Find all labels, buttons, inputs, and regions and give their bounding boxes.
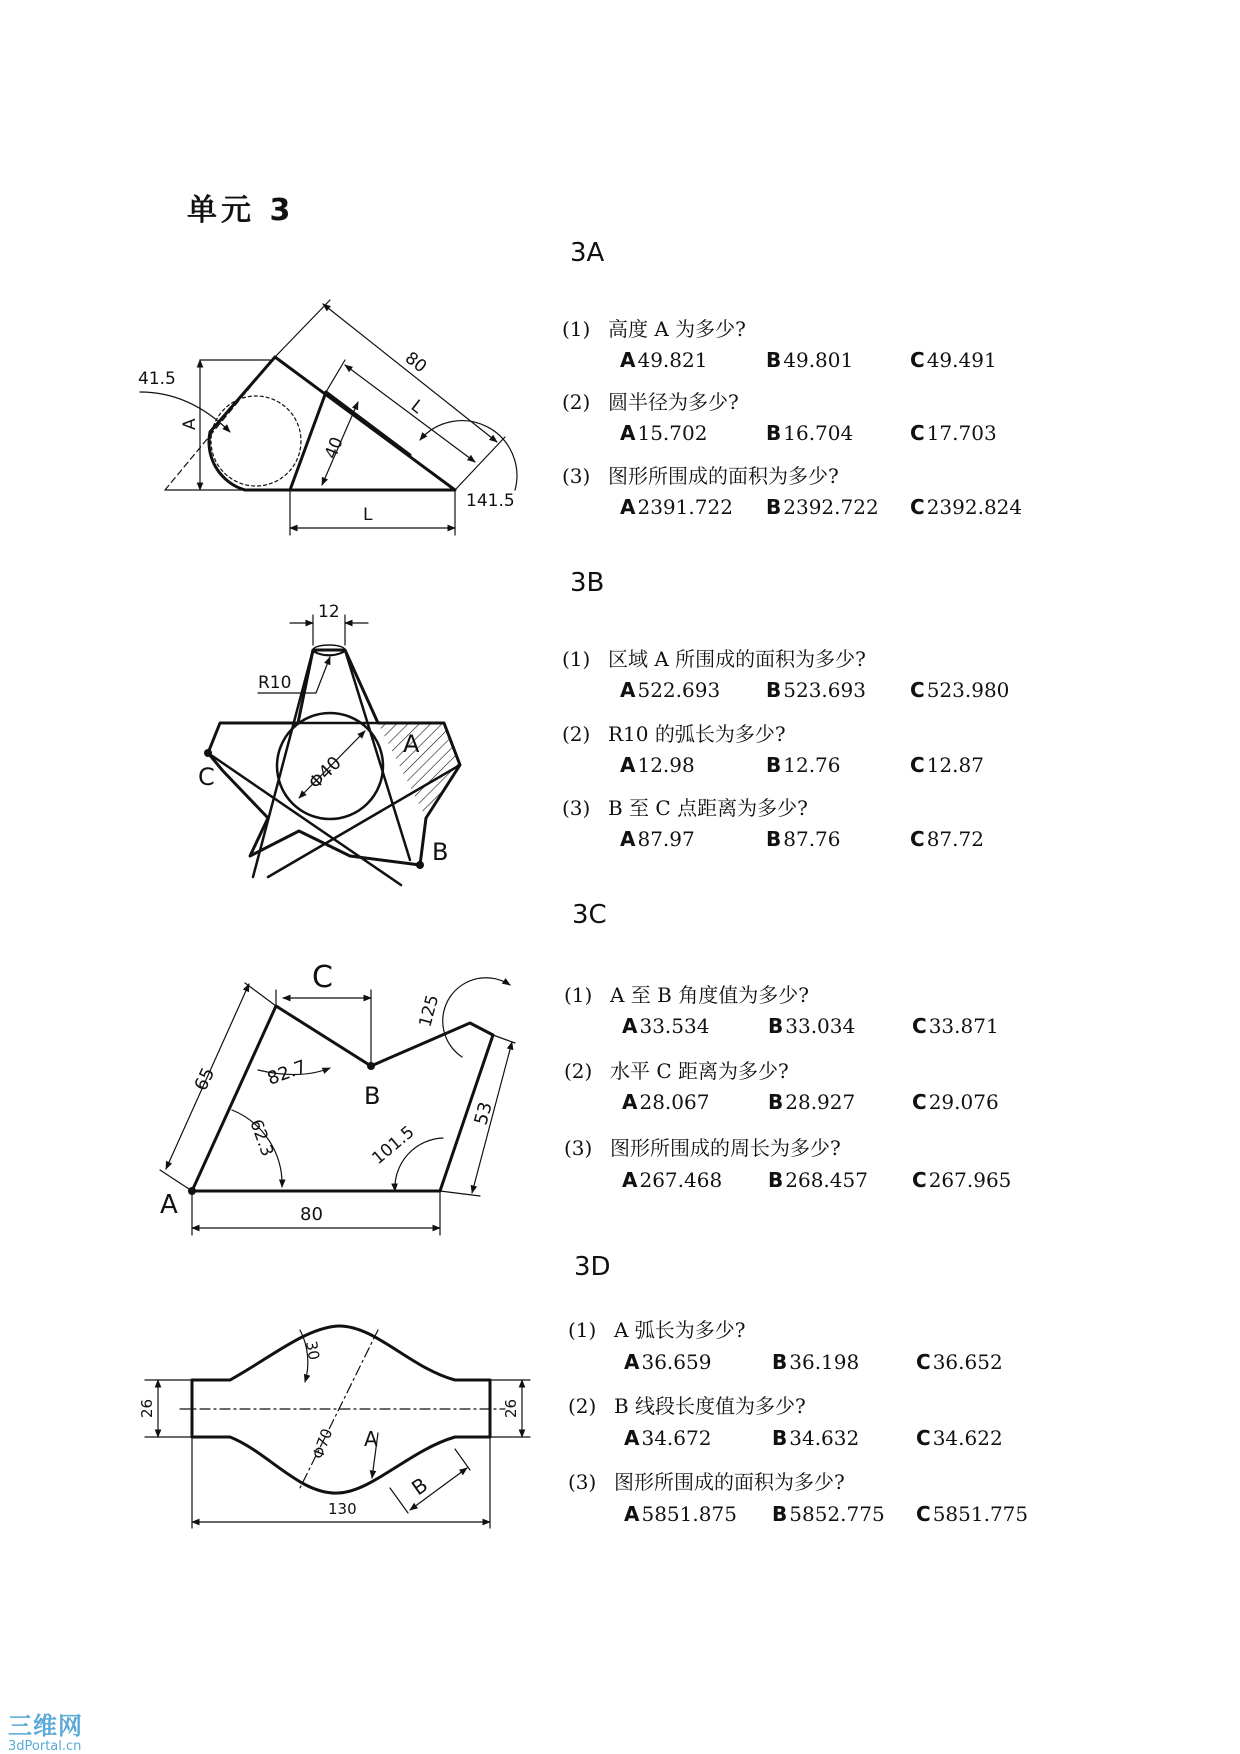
figure-3a [138,300,517,535]
option-c[interactable]: C 49.491 [910,348,997,372]
fig3c-dim-80: 80 [300,1204,323,1225]
figure-3a-construction [165,357,455,490]
option-c[interactable]: C 17.703 [910,421,997,445]
option-b[interactable]: B 28.927 [768,1090,856,1114]
question-number: (1) [562,647,591,671]
option-a[interactable]: A 28.067 [622,1090,710,1114]
question-text: 图形所围成的面积为多少? [614,1470,845,1494]
unit-title: 单元 3 [187,193,295,228]
option-a[interactable]: A 267.468 [622,1168,723,1192]
fig3d-dim-30: 30 [302,1339,324,1362]
question-number: (3) [562,464,591,488]
fig3c-dim-82-7: 82.7 [264,1056,310,1090]
fig3d-dim-26-right: 26 [502,1398,520,1418]
watermark-logo [8,1706,83,1754]
fig3a-dim-141-5: 141.5 [466,491,515,511]
fig3c-dim-65: 65 [190,1064,220,1095]
fig3c-label-a: A [160,1190,178,1220]
fig3b-label-c: C [198,763,215,791]
section-label-3d: 3D [574,1252,611,1282]
option-b[interactable]: B 49.801 [766,348,854,372]
fig3d-dim-phi70: Φ70 [308,1426,337,1462]
question-number: (2) [568,1394,597,1418]
option-a[interactable]: A 12.98 [620,753,695,777]
watermark-en: 3dPortal.cn [8,1739,82,1754]
fig3b-dim-phi40: Φ40 [304,752,346,794]
fig3d-dim-26-left: 26 [138,1398,156,1418]
question-text: A 至 B 角度值为多少? [610,983,809,1007]
figure-3c-dimensions [160,978,515,1235]
option-a[interactable]: A 2391.722 [620,495,733,519]
question-number: (3) [564,1136,593,1160]
question-text: R10 的弧长为多少? [608,722,786,746]
fig3c-dim-101-5: 101.5 [368,1122,419,1169]
fig3a-dim-40: 40 [321,434,348,462]
option-b[interactable]: B 5852.775 [772,1502,885,1526]
fig3a-dim-41-5: 41.5 [138,369,176,389]
option-a[interactable]: A 15.702 [620,421,708,445]
section-label-3a: 3A [570,238,605,268]
fig3a-dim-l-slant: L [406,396,427,418]
question-text: 圆半径为多少? [608,390,739,414]
question-number: (2) [564,1059,593,1083]
question-number: (1) [564,983,593,1007]
section-label-3b: 3B [570,568,605,598]
option-c[interactable]: C 5851.775 [916,1502,1029,1526]
question-text: 图形所围成的周长为多少? [610,1136,841,1160]
fig3b-label-a: A [403,730,420,758]
option-b[interactable]: B 33.034 [768,1014,856,1038]
figure-3a-dimensions [140,300,517,535]
figure-3d-dimensions [145,1330,530,1528]
fig3d-label-a: A [364,1427,378,1451]
question-number: (2) [562,722,591,746]
option-c[interactable]: C 29.076 [912,1090,999,1114]
option-a[interactable]: A 5851.875 [624,1502,737,1526]
option-c[interactable]: C 36.652 [916,1350,1003,1374]
question-number: (1) [568,1318,597,1342]
question-number: (3) [562,796,591,820]
fig3b-label-b: B [432,838,449,866]
question-text: 区域 A 所围成的面积为多少? [608,647,866,671]
option-b[interactable]: B 2392.722 [766,495,879,519]
fig3a-dim-l-bottom: L [363,505,373,525]
question-number: (1) [562,317,591,341]
question-text: 高度 A 为多少? [608,317,746,341]
fig3c-dim-125: 125 [415,992,444,1030]
fig3d-dim-130: 130 [328,1500,357,1518]
option-c[interactable]: C 34.622 [916,1426,1003,1450]
figure-3c [160,960,515,1235]
figure-3c-outline [192,1006,493,1191]
option-b[interactable]: B 268.457 [768,1168,868,1192]
figure-3d [138,1326,530,1528]
option-b[interactable]: B 34.632 [772,1426,860,1450]
fig3d-label-b: B [407,1472,433,1501]
fig3c-dim-53: 53 [470,1099,497,1128]
option-b[interactable]: B 36.198 [772,1350,860,1374]
option-c[interactable]: C 523.980 [910,678,1010,702]
option-a[interactable]: A 36.659 [624,1350,712,1374]
option-b[interactable]: B 87.76 [766,827,841,851]
question-text: 水平 C 距离为多少? [610,1059,789,1083]
option-c[interactable]: C 12.87 [910,753,984,777]
fig3c-dim-62-3: 62.3 [245,1116,278,1160]
option-c[interactable]: C 267.965 [912,1168,1012,1192]
question-text: A 弧长为多少? [614,1318,746,1342]
option-b[interactable]: B 523.693 [766,678,866,702]
fig3a-dim-a: A [180,418,200,430]
question-number: (3) [568,1470,597,1494]
option-c[interactable]: C 2392.824 [910,495,1023,519]
fig3a-dim-80: 80 [400,348,431,378]
question-text: 图形所围成的面积为多少? [608,464,839,488]
option-b[interactable]: B 12.76 [766,753,841,777]
watermark-cn: 三维网 [8,1712,83,1740]
option-a[interactable]: A 87.97 [620,827,695,851]
option-c[interactable]: C 87.72 [910,827,984,851]
option-c[interactable]: C 33.871 [912,1014,999,1038]
fig3c-label-c: C [312,960,333,995]
question-text: B 至 C 点距离为多少? [608,796,808,820]
fig3b-dim-r10: R10 [258,673,292,693]
option-a[interactable]: A 522.693 [620,678,721,702]
fig3b-dim-12: 12 [318,602,340,622]
figure-3b [198,602,460,885]
fig3c-label-b: B [364,1082,381,1110]
section-label-3c: 3C [572,900,607,930]
question-text: B 线段长度值为多少? [614,1394,806,1418]
option-a[interactable]: A 49.821 [620,348,708,372]
option-a[interactable]: A 33.534 [622,1014,710,1038]
option-b[interactable]: B 16.704 [766,421,854,445]
question-number: (2) [562,390,591,414]
option-a[interactable]: A 34.672 [624,1426,712,1450]
